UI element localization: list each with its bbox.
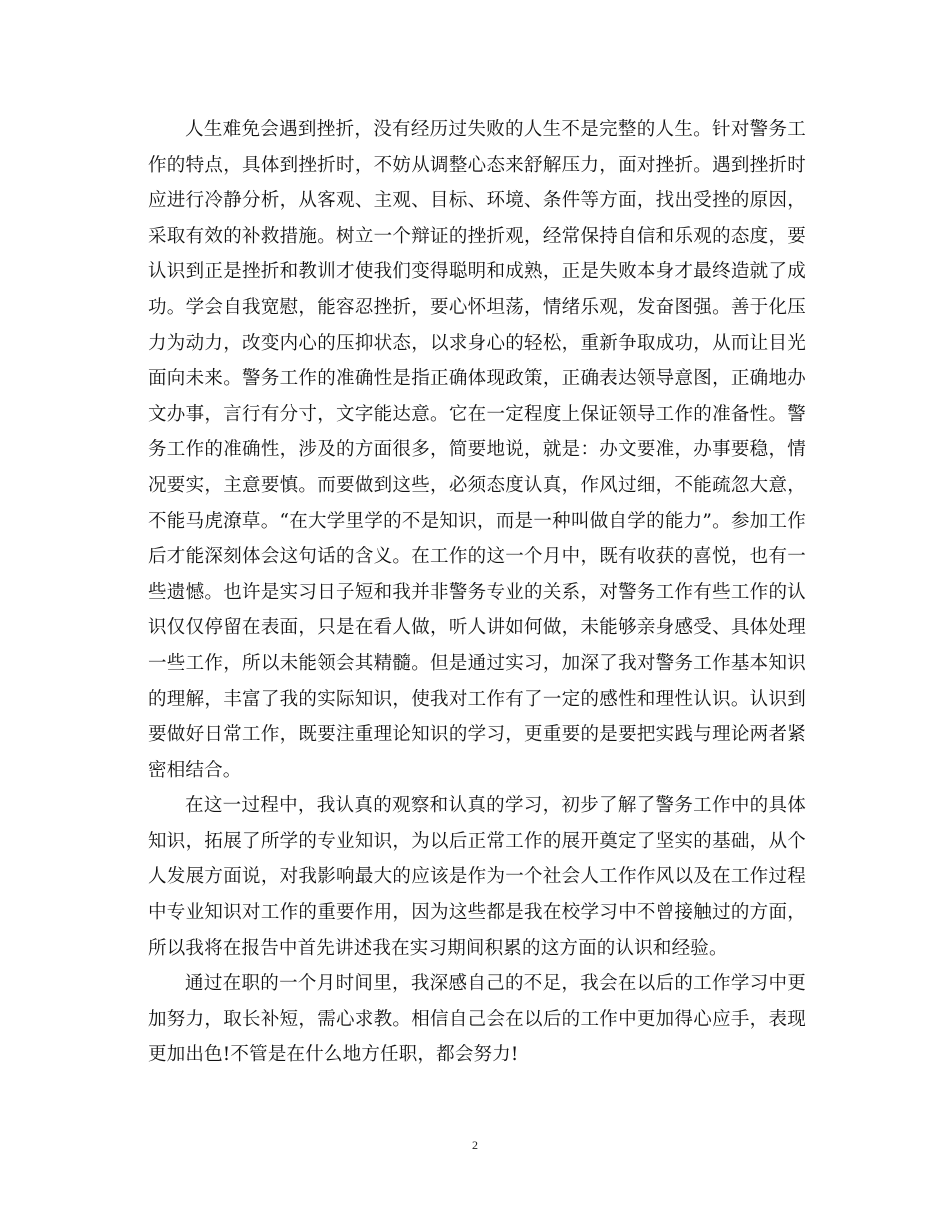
paragraph-3: 通过在职的一个月时间里，我深感自己的不足，我会在以后的工作学习中更加努力，取长补短，需心求教。相信自己会在以后的工作中更加得心应手，表现更加出色!不管是在什么地方任职，都会努力! [148, 973, 806, 1066]
paragraph-2: 在这一过程中，我认真的观察和认真的学习，初步了解了警务工作中的具体知识，拓展了所学的专业知识，为以后正常工作的展开奠定了坚实的基础，从个人发展方面说，对我影响最大的应该是作为一个社会人工作作风以及在工作过程中专业知识对工作的重要作用，因为这些都是我在校学习中不曾接触过的方面，所以我将在报告中首先讲述我在实习期间积累的这方面的认识和经验。 [148, 795, 806, 959]
page-number: 2 [472, 1138, 478, 1152]
paragraph-1: 人生难免会遇到挫折，没有经历过失败的人生不是完整的人生。针对警务工作的特点，具体到挫折时，不妨从调整心态来舒解压力，面对挫折。遇到挫折时应进行冷静分析，从客观、主观、目标、环境、条件等方面，找出受挫的原因，采取有效的补救措施。树立一个辩证的挫折观，经常保持自信和乐观的态度，要认识到正是挫折和教训才使我们变得聪明和成熟，正是失败本身才最终造就了成功。学会自我宽慰，能容忍挫折，要心怀坦荡，情绪乐观，发奋图强。善于化压力为动力，改变内心的压抑状态，以求身心的轻松，重新争取成功，从而让目光面向未来。警务工作的准确性是指正确体现政策，正确表达领导意图，正确地办文办事，言行有分寸，文字能达意。它在一定程度上保证领导工作的准备性。警务工作的准确性，涉及的方面很多，简要地说，就是：办文要准，办事要稳，情况要实，主意要慎。而要做到这些，必须态度认真，作风过细，不能疏忽大意，不能马虎潦草。“在大学里学的不是知识，而是一种叫做自学的能力”。参加工作后才能深刻体会这句话的含义。在工作的这一个月中，既有收获的喜悦，也有一些遗憾。也许是实习日子短和我并非警务专业的关系，对警务工作有些工作的认识仅仅停留在表面，只是在看人做，听人讲如何做，未能够亲身感受、具体处理一些工作，所以未能领会其精髓。但是通过实习，加深了我对警务工作基本知识的理解，丰富了我的实际知识，使我对工作有了一定的感性和理性认识。认识到要做好日常工作，既要注重理论知识的学习，更重要的是要把实践与理论两者紧密相结合。 [148, 119, 806, 781]
document-body [148, 112, 806, 1073]
